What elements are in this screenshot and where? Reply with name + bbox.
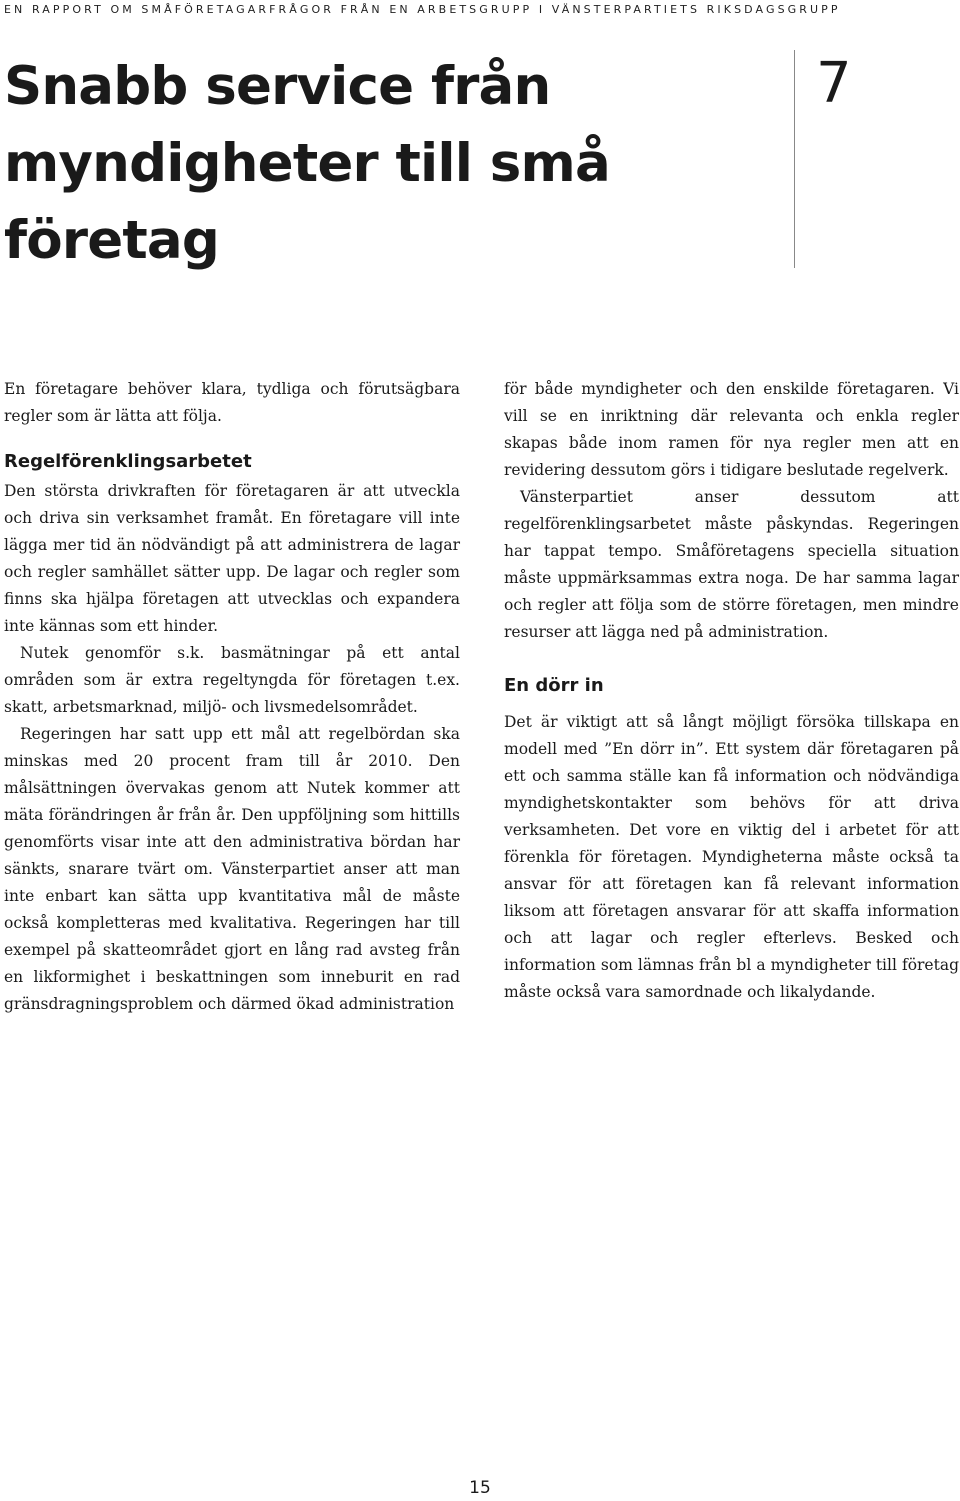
body-paragraph: Regeringen har satt upp ett mål att regelbördan ska minskas med 20 procent fram till år 2010. Den målsättningen övervakas genom att Nutek kommer att mäta förändringen år från år. Den uppföljning som hittills genomförts visar inte att den administrativa bördan har sänkts, snarare tvärt om. Vänsterpartiet anser att man inte enbart kan sätta upp kvantitativa mål de måste också kompletteras med kvalitativa. Regeringen har till exempel på skatteområdet gjort en lång rad avsteg från en likformighet i beskattningen som inneburit en rad gränsdragningsproblem och därmed ökad administration xyxy=(4,725,460,1013)
left-column xyxy=(4,376,460,1018)
body-paragraph: Den största drivkraften för företagaren är att utveckla och driva sin verksamhet framåt. En företagare vill inte lägga mer tid än nödvändigt på att administrera de lagar och regler samhället sätter upp. De lagar och regler som finns ska hjälpa företagen att utvecklas och expandera inte kännas som ett hinder. xyxy=(4,482,460,635)
section-heading-regelforenkling: Regelförenklingsarbetet xyxy=(4,451,252,472)
running-head: EN RAPPORT OM SMÅFÖRETAGARFRÅGOR FRÅN EN ARBETSGRUPP I VÄNSTERPARTIETS RIKSDAGSGRUPP xyxy=(4,3,841,16)
chapter-number: 7 xyxy=(816,51,852,116)
page-title: Snabb service från myndigheter till små företag xyxy=(4,56,610,271)
body-paragraph: Nutek genomför s.k. basmätningar på ett antal områden som är extra regeltyngda för företagen t.ex. skatt, arbetsmarknad, miljö- och livsmedelsområdet. xyxy=(4,644,460,716)
right-column xyxy=(504,376,959,1006)
page-number: 15 xyxy=(469,1478,491,1498)
section-heading-en-dorr-in: En dörr in xyxy=(504,675,604,696)
body-paragraph: Det är viktigt att så långt möjligt försöka tillskapa en modell med ”En dörr in”. Ett system där företagaren på ett och samma ställe kan få information och nödvändiga myndighetskontakter som behövs för att driva verksamheten. Det vore en viktig del i arbetet för att förenkla för företagen. Myndigheterna måste också ta ansvar för att företagen kan få relevant information liksom att företagen ansvarar för att skaffa information och att lagar och regler efterlevs. Besked och information som lämnas från bl a myndigheter till företag måste också vara samordnade och likalydande. xyxy=(504,713,959,1001)
body-paragraph: för både myndigheter och den enskilde företagaren. Vi vill se en inriktning där relevanta och enkla regler skapas både inom ramen för nya regler men att en revidering dessutom görs i tidigare beslutade regelverk. xyxy=(504,380,959,479)
body-paragraph: Vänsterpartiet anser dessutom att regelförenklingsarbetet måste påskyndas. Regeringen har tappat tempo. Småföretagens speciella situation måste uppmärksammas extra noga. De har samma lagar och regler att följa som de större företagen, men mindre resurser att lägga ned på administration. xyxy=(504,488,959,641)
chapter-divider xyxy=(794,50,795,268)
intro-paragraph: En företagare behöver klara, tydliga och förutsägbara regler som är lätta att följa. xyxy=(4,380,460,425)
